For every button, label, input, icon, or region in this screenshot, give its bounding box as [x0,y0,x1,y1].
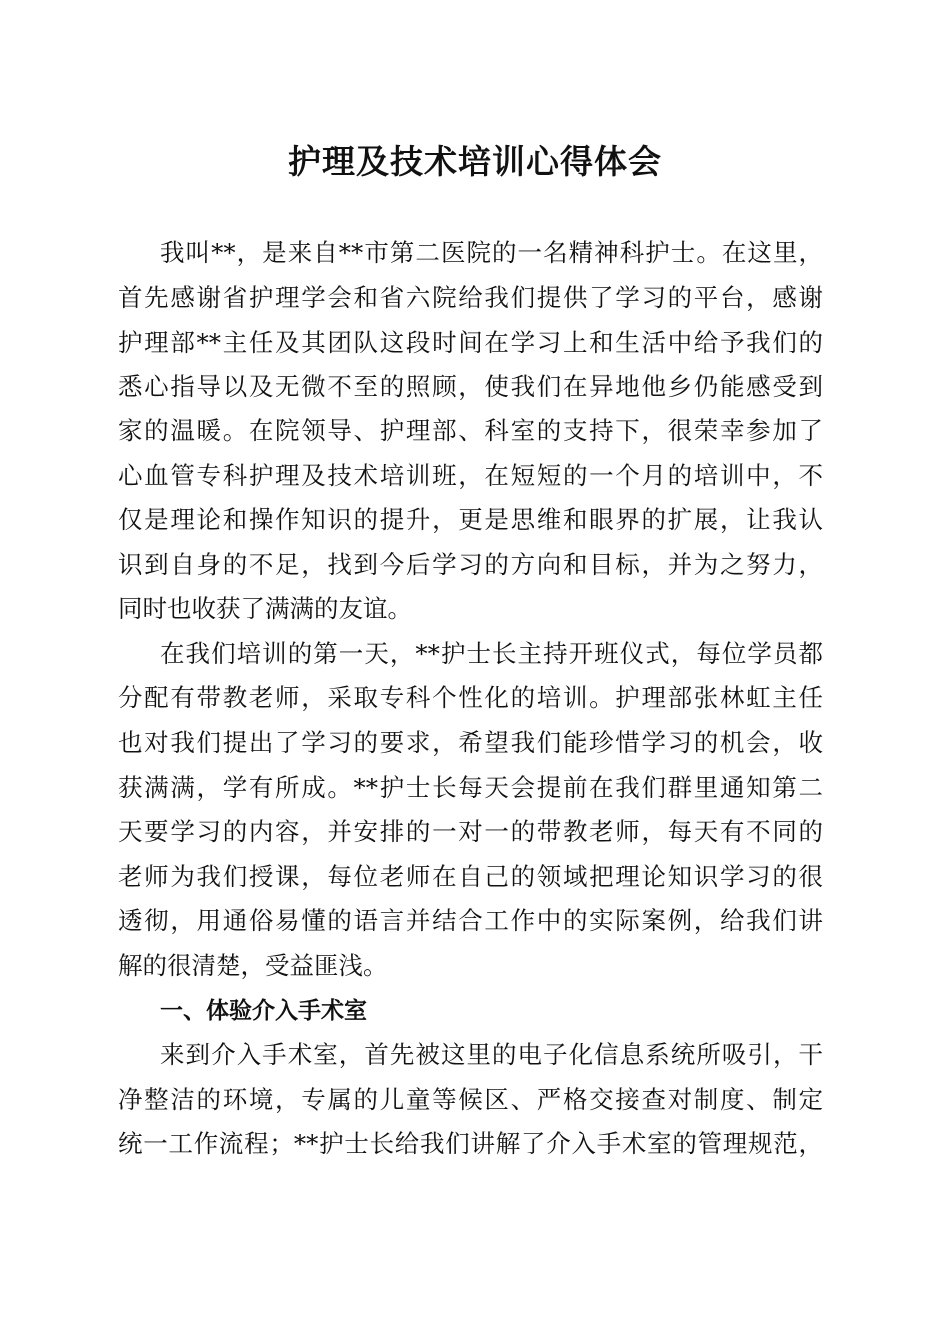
paragraph-line: 解的很清楚，受益匪浅。 [118,951,388,980]
paragraph-line: 净整洁的环境，专属的儿童等候区、严格交接查对制度、制定 [118,1085,823,1114]
paragraph-line: 老师为我们授课，每位老师在自己的领域把理论知识学习的很 [118,862,823,891]
paragraph-line: 也对我们提出了学习的要求，希望我们能珍惜学习的机会，收 [118,728,823,757]
paragraph-line: 统一工作流程；**护士长给我们讲解了介入手术室的管理规范， [118,1129,823,1158]
paragraph-line: 透彻，用通俗易懂的语言并结合工作中的实际案例，给我们讲 [118,906,823,935]
paragraph-line: 同时也收获了满满的友谊。 [118,594,412,623]
paragraph-line: 家的温暖。在院领导、护理部、科室的支持下，很荣幸参加了 [118,416,823,445]
paragraph-line: 悉心指导以及无微不至的照顾，使我们在异地他乡仍能感受到 [118,372,823,401]
paragraph-line: 识到自身的不足，找到今后学习的方向和目标，并为之努力， [118,550,823,579]
paragraph-line: 获满满，学有所成。**护士长每天会提前在我们群里通知第二 [118,773,823,802]
paragraph-line: 天要学习的内容，并安排的一对一的带教老师，每天有不同的 [118,817,823,846]
paragraph-line: 首先感谢省护理学会和省六院给我们提供了学习的平台，感谢 [118,283,823,312]
paragraph-line: 我叫**，是来自**市第二医院的一名精神科护士。在这里， [160,238,823,267]
paragraph-line: 心血管专科护理及技术培训班，在短短的一个月的培训中，不 [118,461,823,490]
section-heading: 一、体验介入手术室 [160,998,367,1024]
document-title: 护理及技术培训心得体会 [288,142,662,181]
paragraph-line: 来到介入手术室，首先被这里的电子化信息系统所吸引，干 [160,1040,823,1069]
paragraph-line: 在我们培训的第一天，**护士长主持开班仪式，每位学员都 [160,639,823,668]
paragraph-line: 仅是理论和操作知识的提升，更是思维和眼界的扩展，让我认 [118,505,823,534]
paragraph-line: 护理部**主任及其团队这段时间在学习上和生活中给予我们的 [118,328,823,357]
paragraph-line: 分配有带教老师，采取专科个性化的培训。护理部张林虹主任 [118,683,823,712]
